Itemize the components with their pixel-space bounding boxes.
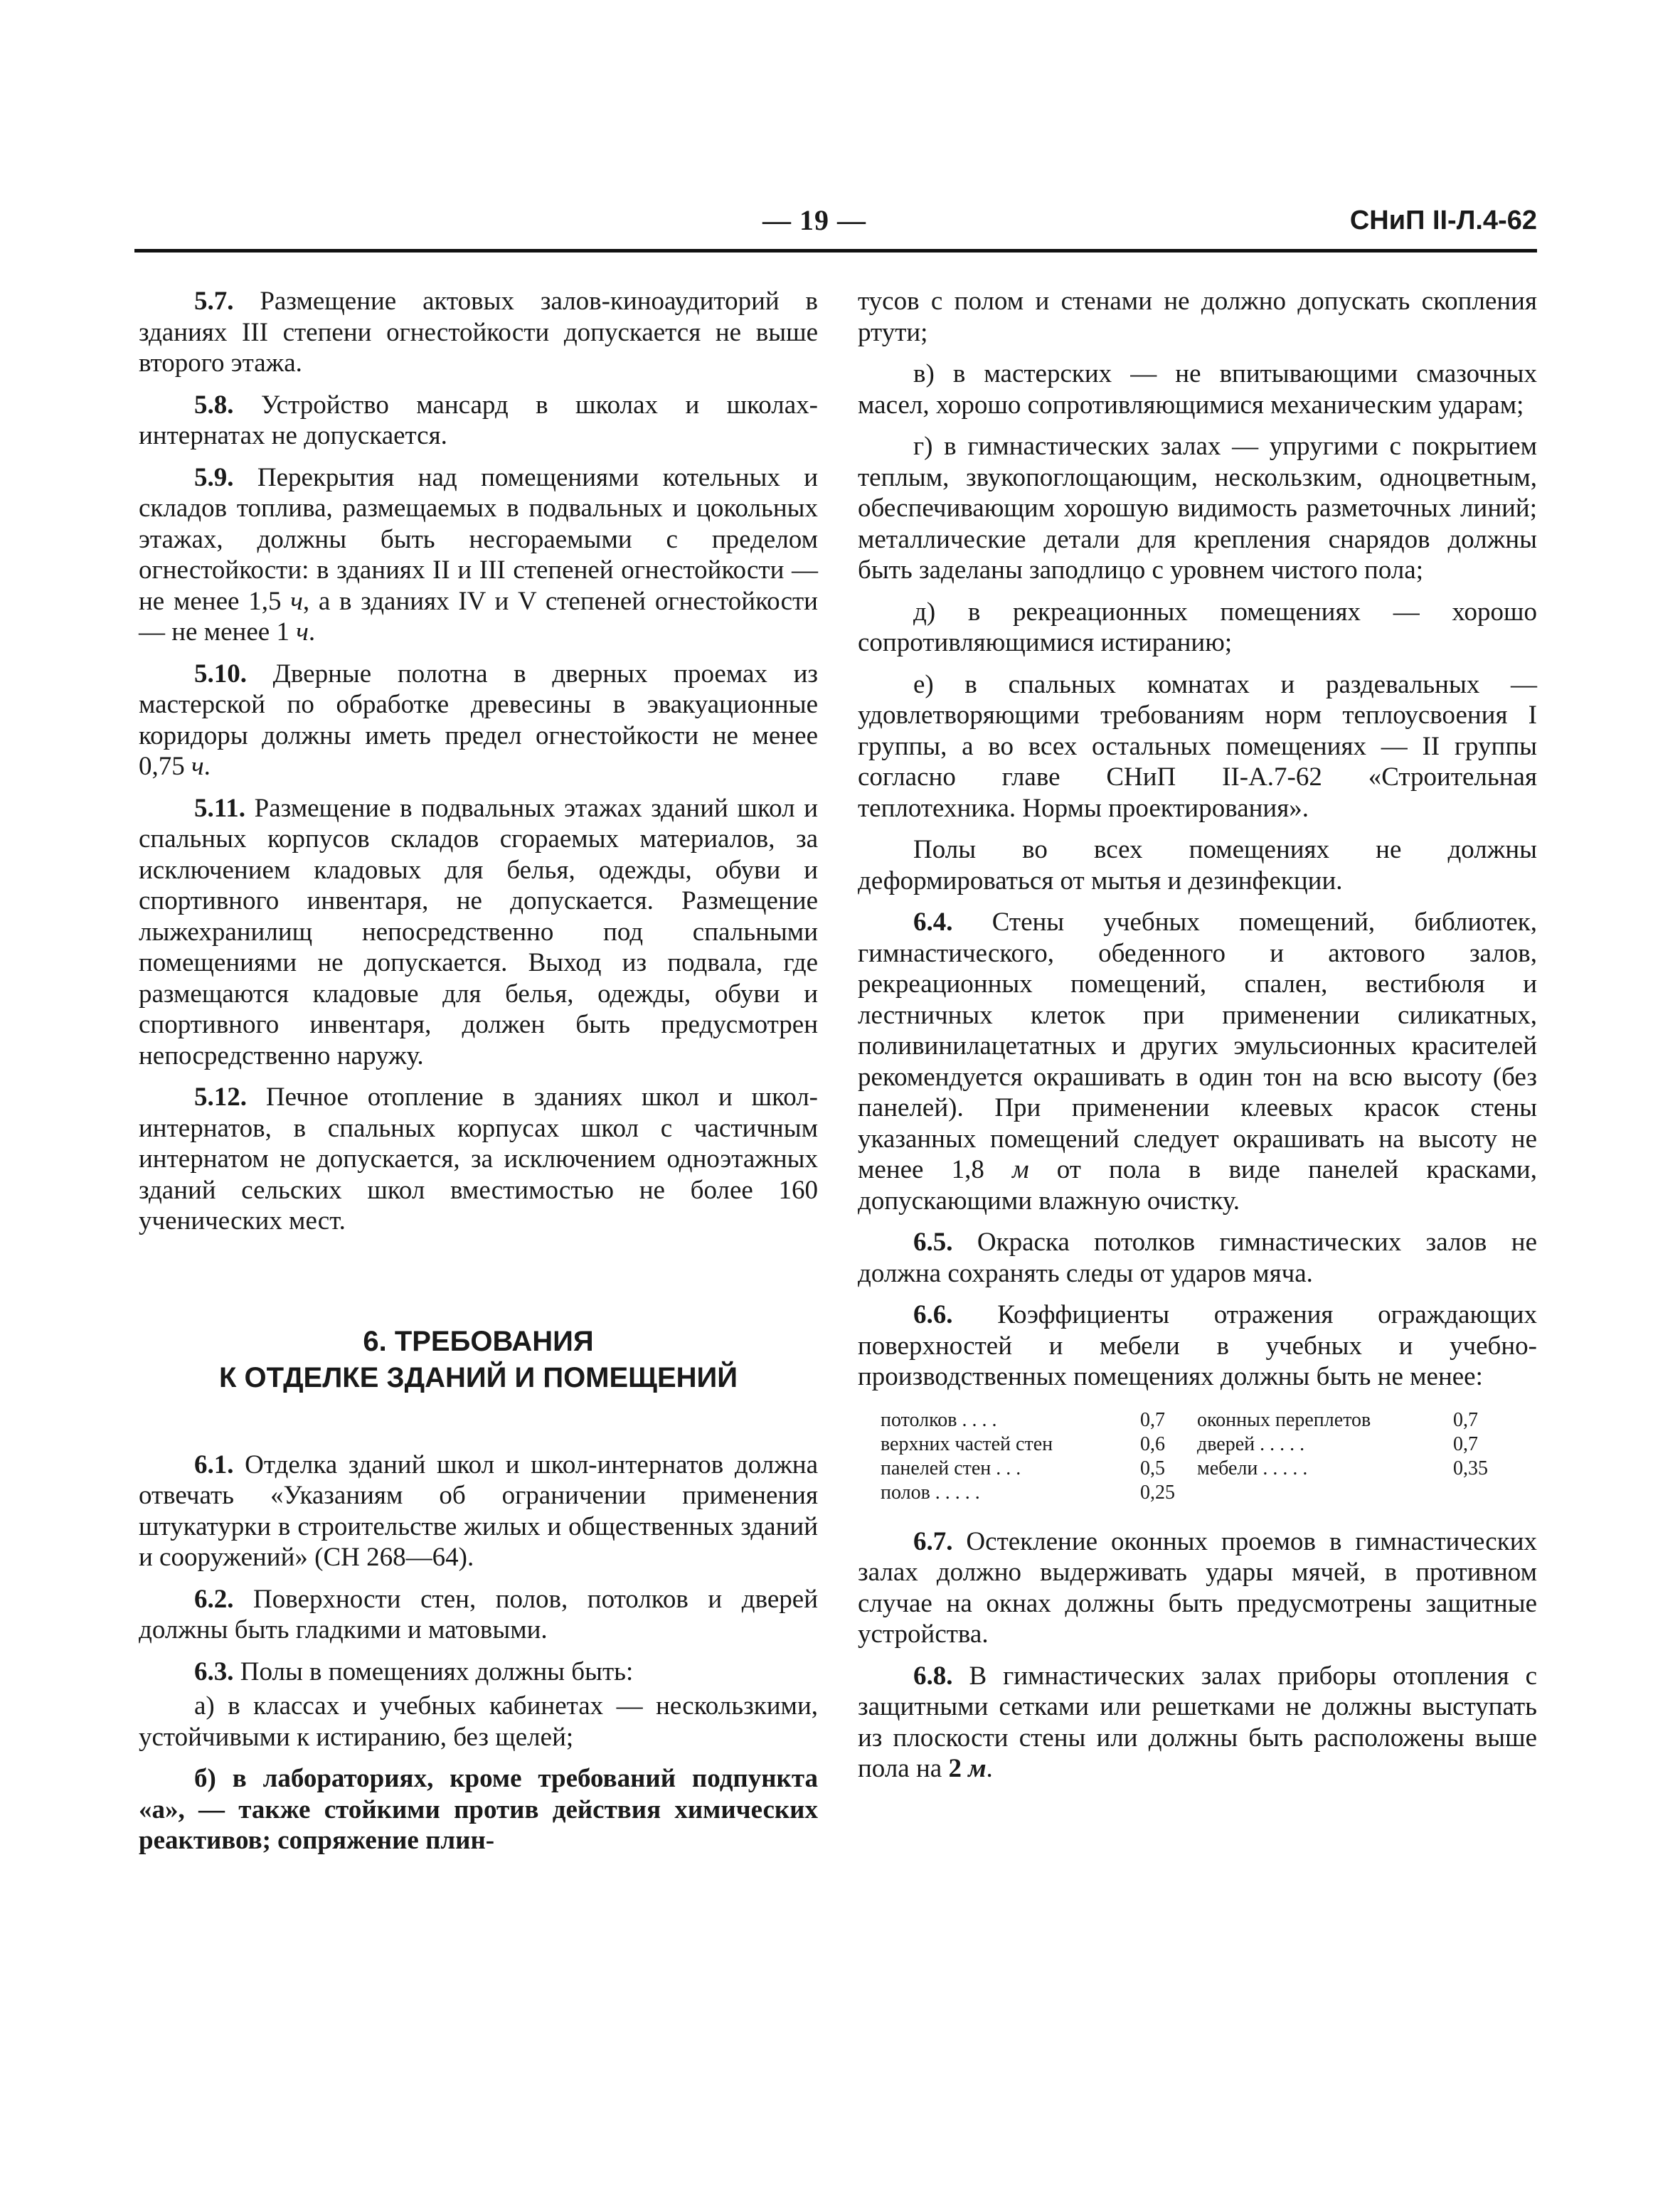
coef-row [881, 1408, 1197, 1432]
paragraph-5-11 [139, 793, 818, 1072]
coef-column-right [1197, 1408, 1496, 1505]
paragraph-text: В гимнастических залах приборы отопления с защитными сетками или решетками не должны выступать из плоскости стены или должны быть расположены выше пола на [858, 1661, 1537, 1783]
coef-label: дверей . . . . . [1197, 1432, 1305, 1455]
clause-number: 5.11. [194, 793, 245, 823]
coef-value: 0,6 [1140, 1432, 1165, 1455]
paragraph-text: Отделка зданий школ и школ-интернатов должна отвечать «Указаниям об ограничении применения штукатурки в строительстве жилых и общественных зданий и сооружений» (СН 268—64). [139, 1450, 818, 1572]
left-column [139, 286, 818, 1867]
clause-number: 6.8. [913, 1661, 953, 1691]
unit-hours: ч [191, 752, 204, 781]
paragraph-5-9 [139, 462, 818, 648]
paragraph-text: Устройство мансард в школах и школах-интернатах не допускается. [139, 390, 818, 450]
coef-value: 0,35 [1453, 1457, 1488, 1479]
coef-column-left [881, 1408, 1197, 1505]
paragraph-text: Дверные полотна в дверных проемах из мастерской по обработке древесины в эвакуационные коридоры должны иметь предел огнестойкости не менее 0,75 [139, 659, 818, 781]
coef-row [881, 1481, 1197, 1505]
paragraph-text: Коэффициенты отражения ограждающих поверхностей и мебели в учебных и учебно-производственных помещениях должны быть не менее: [858, 1300, 1537, 1391]
unit-hours: ч [296, 617, 309, 647]
clause-number: 5.12. [194, 1083, 247, 1112]
paragraph-text: Полы в помещениях должны быть: [233, 1657, 634, 1686]
coef-row [1197, 1432, 1496, 1457]
clause-number: 6.5. [913, 1228, 953, 1257]
paragraph-6-2 [139, 1584, 818, 1646]
paragraph-6-6 [858, 1299, 1537, 1393]
clause-number: 6.6. [913, 1300, 953, 1329]
subitem-v: в) в мастерских — не впитывающими смазочных масел, хорошо сопротивляющимися механическим ударам; [858, 359, 1537, 420]
paragraph-6-5 [858, 1227, 1537, 1289]
header-rule [134, 249, 1537, 252]
paragraph-6-1 [139, 1450, 818, 1573]
subitem-a: а) в классах и учебных кабинетах — нескользкими, устойчивыми к истиранию, без щелей; [139, 1691, 818, 1752]
clause-number: 6.7. [913, 1526, 953, 1556]
clause-number: 6.2. [194, 1584, 234, 1614]
continued-text: тусов с полом и стенами не должно допускать скопления ртути; [858, 287, 1537, 347]
clause-number: 6.3. [194, 1657, 234, 1686]
coef-value: 0,25 [1140, 1481, 1175, 1504]
reflection-coefficients-table [881, 1408, 1537, 1505]
coef-value: 0,5 [1140, 1457, 1165, 1479]
floors-paragraph: Полы во всех помещениях не должны деформироваться от мытья и дезинфекции. [858, 835, 1537, 895]
paragraph-text: . [203, 752, 211, 781]
paragraph-6-8 [858, 1661, 1537, 1785]
coef-value: 0,7 [1453, 1408, 1478, 1431]
paragraph-6-4 [858, 907, 1537, 1216]
unit-meters: м [968, 1754, 987, 1783]
coef-row [1197, 1457, 1496, 1481]
subitem-e: е) в спальных комнатах и раздевальных — удовлетворяющими требованиям норм теплоусвоения I группы, а во всех остальных помещениях — II группы согласно главе СНиП II-А.7-62 «Строительная теплотехника. Нормы проектирования». [858, 669, 1537, 823]
coef-label: оконных переплетов [1197, 1408, 1371, 1431]
paragraph-text: Стены учебных помещений, библиотек, гимнастического, обеденного и актового залов, рекреационных помещений, спален, вестибюля и лестничных клеток при применении силикатных, поливинилацетатных и других эмульсионных красителей рекомендуется окрашивать в один тон на всю высоту (без панелей). При применении клеевых красок стены указанных помещений следует окрашивать на высоту не менее 1,8 [858, 908, 1537, 1184]
paragraph-text: Остекление оконных проемов в гимнастических залах должно выдерживать удары мячей, в противном случае на окнах должны быть предусмотрены защитные устройства. [858, 1526, 1537, 1649]
unit-hours: ч [290, 586, 303, 616]
clause-number: 5.8. [194, 390, 234, 420]
coef-value: 0,7 [1453, 1432, 1478, 1455]
paragraph-6-3 [139, 1657, 818, 1688]
paragraph-text: , а в зданиях IV и V степеней огнестойкости — не менее 1 [139, 586, 818, 647]
paragraph-5-10 [139, 659, 818, 782]
clause-number: 6.1. [194, 1450, 234, 1479]
paragraph-text: . [986, 1754, 993, 1783]
paragraph-5-8 [139, 390, 818, 452]
paragraph-text: Поверхности стен, полов, потолков и дверей должны быть гладкими и матовыми. [139, 1584, 818, 1644]
coef-value: 0,7 [1140, 1408, 1165, 1431]
section-heading-line-1: 6. ТРЕБОВАНИЯ [363, 1325, 594, 1357]
clause-number: 5.9. [194, 462, 234, 492]
coef-label: потолков . . . . [881, 1408, 997, 1431]
subitem-b: б) в лабораториях, кроме требований подпункта «а», — также стойкими против действия химических реактивов; сопряжение плин- [139, 1764, 818, 1855]
document-code: СНиП II-Л.4-62 [1349, 206, 1537, 235]
paragraph-text: . [308, 617, 316, 647]
paragraph-text: Размещение в подвальных этажах зданий школ и спальных корпусов складов сгораемых материалов, за исключением кладовых для белья, одежды, обуви и спортивного инвентаря, не допускается. Размещение лыжехранилищ непосредственно под спальными помещениями не допускается. Выход из подвала, где размещаются кладовые для белья, одежды, обуви и спортивного инвентаря, должен быть предусмотрен непосредственно наружу. [139, 793, 818, 1070]
section-heading-line-2: К ОТДЕЛКЕ ЗДАНИЙ И ПОМЕЩЕНИЙ [218, 1361, 738, 1393]
paragraph-text: от пола в виде панелей красками, допускающими влажную очистку. [858, 1155, 1537, 1216]
clause-number: 5.7. [194, 287, 234, 316]
paragraph-text: Перекрытия над помещениями котельных и складов топлива, размещаемых в подвальных и цокольных этажах, должны быть несгораемыми с пределом огнестойкости: в зданиях II и III степеней огнестойкости — не менее 1,5 [139, 462, 818, 616]
clause-number: 5.10. [194, 659, 247, 689]
coef-row [881, 1457, 1197, 1481]
clause-number: 6.4. [913, 908, 953, 937]
section-heading [139, 1324, 818, 1396]
paragraph-6-7 [858, 1526, 1537, 1650]
coef-label: верхних частей стен [881, 1432, 1053, 1455]
coef-label: панелей стен . . . [881, 1457, 1021, 1479]
coef-label: мебели . . . . . [1197, 1457, 1308, 1479]
paragraph-5-7 [139, 286, 818, 379]
paragraph-text: Окраска потолков гимнастических залов не должна сохранять следы от ударов мяча. [858, 1228, 1537, 1288]
coef-label: полов . . . . . [881, 1481, 980, 1504]
height-value: 2 [948, 1754, 962, 1783]
paragraph-text: Печное отопление в зданиях школ и школ-интернатов, в спальных корпусах школ с частичным интернатом не допускается, за исключением одноэтажных зданий сельских школ вместимостью не более 160 ученических мест. [139, 1083, 818, 1235]
coef-row [881, 1432, 1197, 1457]
subitem-d: д) в рекреационных помещениях — хорошо сопротивляющимися истиранию; [858, 597, 1537, 657]
paragraph-5-12 [139, 1082, 818, 1237]
coef-row [1197, 1408, 1496, 1432]
page-number: — 19 — [762, 204, 866, 236]
subitem-g: г) в гимнастических залах — упругими с покрытием теплым, звукопоглощающим, нескользким, одноцветным, обеспечивающим хорошую видимость разметочных линий; металлические детали для крепления снарядов должны быть заделаны заподлицо с уровнем чистого пола; [858, 432, 1537, 585]
right-column [858, 286, 1537, 1795]
paragraph-text: Размещение актовых залов-киноаудиторий в зданиях III степени огнестойкости допускается не выше второго этажа. [139, 287, 818, 378]
unit-meters: м [1011, 1155, 1029, 1184]
